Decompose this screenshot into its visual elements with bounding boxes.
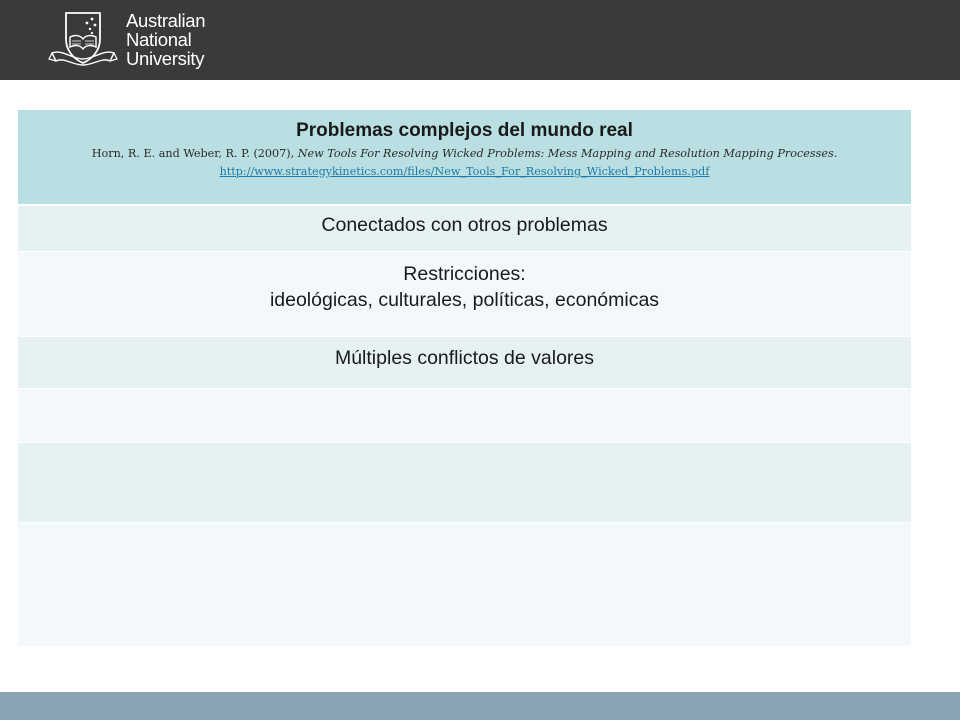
logo-line-2: National [126,28,192,50]
row-text: Conectados con otros problemas [321,214,608,236]
row-text: Múltiples conflictos de valores [334,347,595,369]
table-title: Problemas complejos del mundo real [296,120,633,141]
table-row [18,206,911,252]
table-row [18,252,911,337]
content-table [18,110,911,647]
table-row [18,337,911,389]
citation-link[interactable]: http://www.strategykinetics.com/files/New_Tools_For_Resolving_Wicked_Problems.pdf [219,165,710,178]
anu-wordmark [126,11,205,68]
bottom-bar [0,692,960,720]
table-row [18,389,911,443]
citation-authors: Horn, R. E. and Weber, R. P. (2007), [91,147,298,160]
logo-line-1: Australian [126,9,206,31]
citation-work: New Tools For Resolving Wicked Problems: Mess Mapping and Resolution Mapping Processes. [297,147,838,160]
anu-crest-icon [48,9,118,69]
row-text: Restricciones: [403,263,526,285]
table-row [18,443,911,523]
top-banner [0,0,960,80]
table-row [18,523,911,647]
table-header [18,110,911,206]
row-text: ideológicas, culturales, políticas, económicas [269,289,660,311]
anu-logo[interactable] [48,9,205,69]
logo-line-3: University [126,47,205,69]
citation [18,145,911,162]
